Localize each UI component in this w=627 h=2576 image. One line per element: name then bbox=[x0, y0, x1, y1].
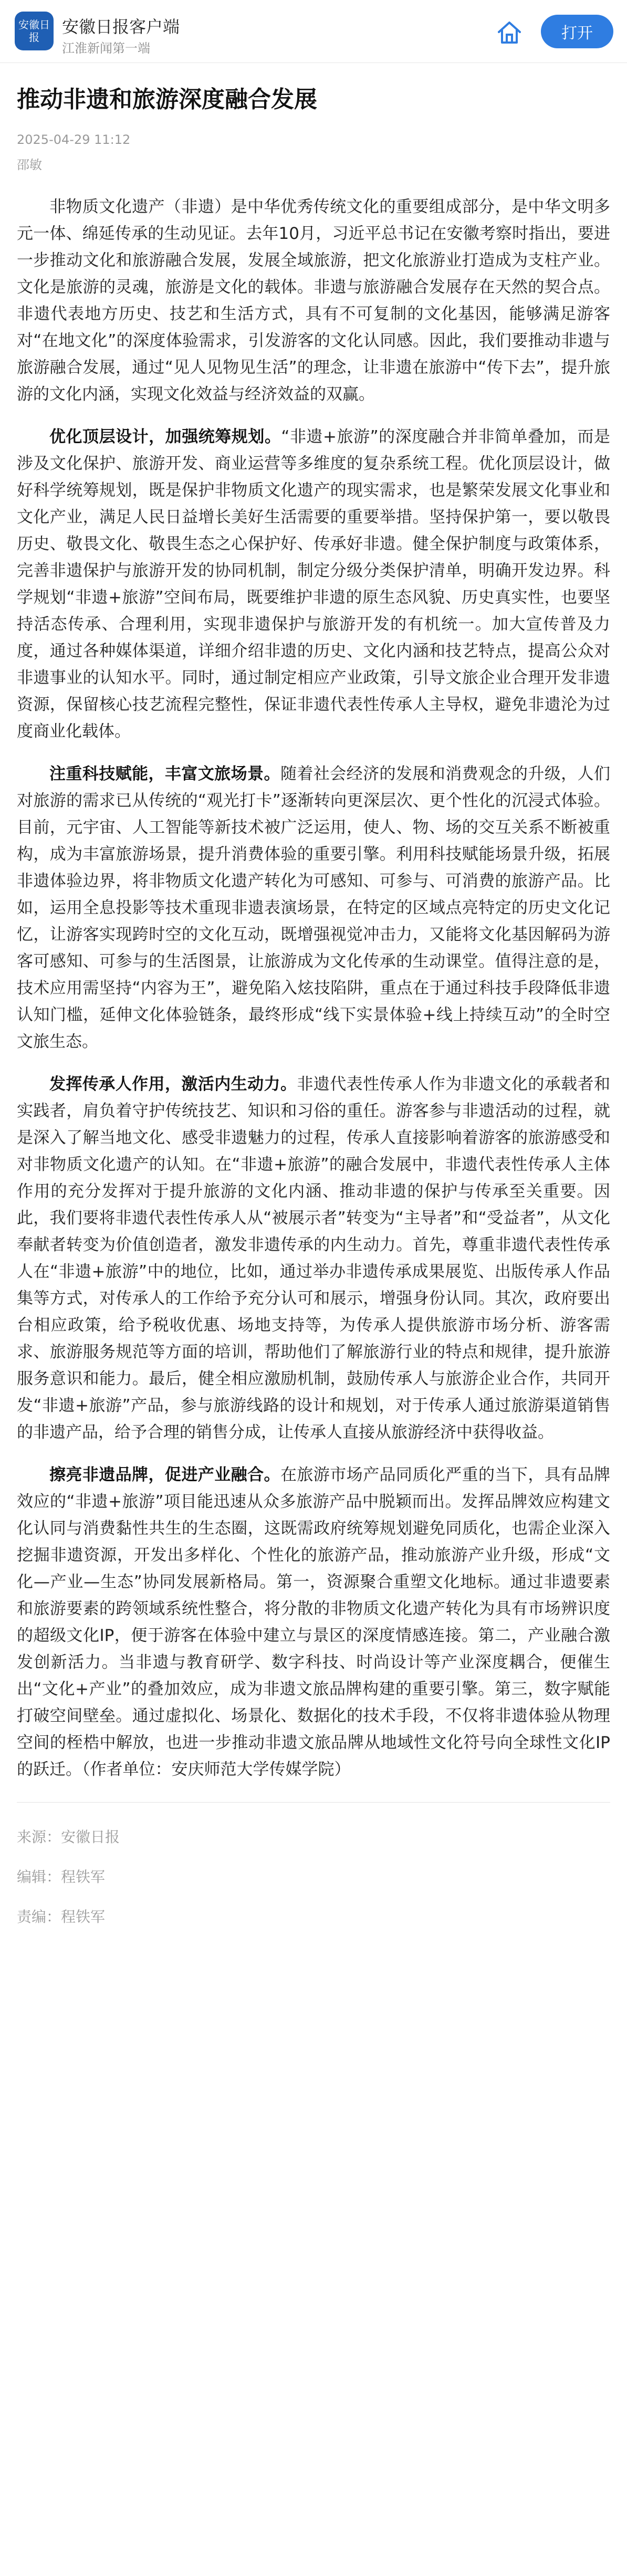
article-source: 来源：安徽日报 bbox=[17, 1828, 120, 1846]
article-responsible-editor: 责编：程铁军 bbox=[17, 1908, 106, 1925]
app-logo[interactable] bbox=[15, 12, 54, 50]
divider bbox=[17, 1802, 610, 1803]
paragraph-lead: 注重科技赋能，丰富文旅场景。 bbox=[49, 765, 280, 783]
home-icon[interactable] bbox=[495, 18, 524, 47]
open-app-button[interactable]: 打开 bbox=[541, 15, 613, 48]
paragraph-text: 随着社会经济的发展和消费观念的升级，人们对旅游的需求已从传统的“观光打卡”逐渐转向更深层次、更个性化的沉浸式体验。目前，元宇宙、人工智能等新技术被广泛运用，使人、物、场的交互关系不断被重构，成为丰富旅游场景，提升消费体验的重要引擎。利用科技赋能场景升级，拓展非遗体验边界，将非物质文化遗产转化为可感知、可参与、可消费的旅游产品。比如，运用全息投影等技术重现非遗表演场景，在特定的区域点亮特定的历史文化记忆，让游客实现跨时空的文化互动，既增强视觉冲击力，又能将文化基因解码为游客可感知、可参与的生活图景，让旅游成为文化传承的生动课堂。值得注意的是，技术应用需坚持“内容为王”，避免陷入炫技陷阱，重点在于通过科技手段降低非遗认知门槛，延伸文化体验链条，最终形成“线下实景体验+线上持续互动”的全时空文旅生态。 bbox=[17, 765, 611, 1051]
paragraph-lead: 优化顶层设计，加强统筹规划。 bbox=[49, 427, 281, 446]
paragraph-lead: 擦亮非遗品牌，促进产业融合。 bbox=[49, 1465, 280, 1484]
page-title: 推动非遗和旅游深度融合发展 bbox=[17, 86, 317, 113]
app-name: 安徽日报客户端 bbox=[62, 17, 180, 37]
app-slogan: 江淮新闻第一端 bbox=[62, 41, 150, 56]
article-editor: 编辑：程铁军 bbox=[17, 1868, 106, 1886]
publish-date: 2025-04-29 11:12 bbox=[17, 132, 131, 147]
paragraph-inheritors bbox=[17, 1071, 610, 1446]
paragraph-brand bbox=[17, 1462, 610, 1783]
app-logo-text: 安徽日报 bbox=[18, 18, 50, 44]
paragraph-tech-empowerment bbox=[17, 761, 610, 1055]
app-banner bbox=[0, 0, 627, 63]
article-body bbox=[17, 194, 610, 1783]
paragraph-lead: 发挥传承人作用，激活内生动力。 bbox=[49, 1075, 297, 1094]
article-container bbox=[17, 84, 610, 1945]
paragraph-top-level-design bbox=[17, 424, 610, 745]
paragraph-text: “非遗+旅游”的深度融合并非简单叠加，而是涉及文化保护、旅游开发、商业运营等多维度的复杂系统工程。优化顶层设计，做好科学统筹规划，既是保护非物质文化遗产的现实需求，也是繁荣发展文化事业和文化产业，满足人民日益增长美好生活需要的重要举措。坚持保护第一，要以敬畏历史、敬畏文化、敬畏生态之心保护好、传承好非遗。健全保护制度与政策体系，完善非遗保护与旅游开发的协同机制，制定分级分类保护清单，明确开发边界。科学规划“非遗+旅游”空间布局，既要维护非遗的原生态风貌、历史真实性，也要坚持活态传承、合理利用，实现非遗保护与旅游开发的有机统一。加大宣传普及力度，通过各种媒体渠道，详细介绍非遗的历史、文化内涵和技艺特点，提高公众对非遗事业的认知水平。同时，通过制定相应产业政策，引导文旅企业合理开发非遗资源，保留核心技艺流程完整性，保证非遗代表性传承人主导权，避免非遗沦为过度商业化载体。 bbox=[17, 427, 611, 741]
paragraph-intro bbox=[17, 194, 610, 408]
paragraph-text: 在旅游市场产品同质化严重的当下，具有品牌效应的“非遗+旅游”项目能迅速从众多旅游产品中脱颖而出。发挥品牌效应构建文化认同与消费黏性共生的生态圈，这既需政府统筹规划避免同质化，也需企业深入挖掘非遗资源，开发出多样化、个性化的旅游产品，推动旅游产业升级，形成“文化—产业—生态”协同发展新格局。第一，资源聚合重塑文化地标。通过非遗要素和旅游要素的跨领域系统性整合，将分散的非物质文化遗产转化为具有市场辨识度的超级文化IP，便于游客在体验中建立与景区的深度情感连接。第二，产业融合激发创新活力。当非遗与教育研学、数字科技、时尚设计等产业深度耦合，便催生出“文化+产业”的叠加效应，成为非遗文旅品牌构建的重要引擎。第三，数字赋能打破空间壁垒。通过虚拟化、场景化、数据化的技术手段，不仅将非遗体验从物理空间的桎梏中解放，也进一步推动非遗文旅品牌从地域性文化符号向全球性文化IP的跃迁。（作者单位：安庆师范大学传媒学院） bbox=[17, 1465, 611, 1779]
article-author: 邵敏 bbox=[17, 158, 42, 172]
paragraph-text: 非遗代表性传承人作为非遗文化的承载者和实践者，肩负着守护传统技艺、知识和习俗的重任。游客参与非遗活动的过程，就是深入了解当地文化、感受非遗魅力的过程，传承人直接影响着游客的旅游感受和对非物质文化遗产的认知。在“非遗+旅游”的融合发展中，非遗代表性传承人主体作用的充分发挥对于提升旅游的文化内涵、推动非遗的保护与传承至关重要。因此，我们要将非遗代表性传承人从“被展示者”转变为“主导者”和“受益者”，从文化奉献者转变为价值创造者，激发非遗传承的内生动力。首先，尊重非遗代表性传承人在“非遗+旅游”中的地位，比如，通过举办非遗传承成果展览、出版传承人作品集等方式，对传承人的工作给予充分认可和展示，增强身份认同。其次，政府要出台相应政策，给予税收优惠、场地支持等，为传承人提供旅游市场分析、游客需求、旅游服务规范等方面的培训，帮助他们了解旅游行业的特点和规律，提升旅游服务意识和能力。最后，健全相应激励机制，鼓励传承人与旅游企业合作，共同开发“非遗+旅游”产品，参与旅游线路的设计和规划，对于传承人通过旅游渠道销售的非遗产品，给予合理的销售分成，让传承人直接从旅游经济中获得收益。 bbox=[17, 1075, 611, 1442]
paragraph-text: 非物质文化遗产（非遗）是中华优秀传统文化的重要组成部分，是中华文明多元一体、绵延传承的生动见证。去年10月，习近平总书记在安徽考察时指出，要进一步推动文化和旅游融合发展，发展全域旅游，把文化旅游业打造成为支柱产业。文化是旅游的灵魂，旅游是文化的载体。非遗与旅游融合发展存在天然的契合点。非遗代表地方历史、技艺和生活方式，具有不可复制的文化基因，能够满足游客对“在地文化”的深度体验需求，引发游客的文化认同感。因此，我们要推动非遗与旅游融合发展，通过“见人见物见生活”的理念，让非遗在旅游中“传下去”，提升旅游的文化内涵，实现文化效益与经济效益的双赢。 bbox=[17, 197, 610, 404]
